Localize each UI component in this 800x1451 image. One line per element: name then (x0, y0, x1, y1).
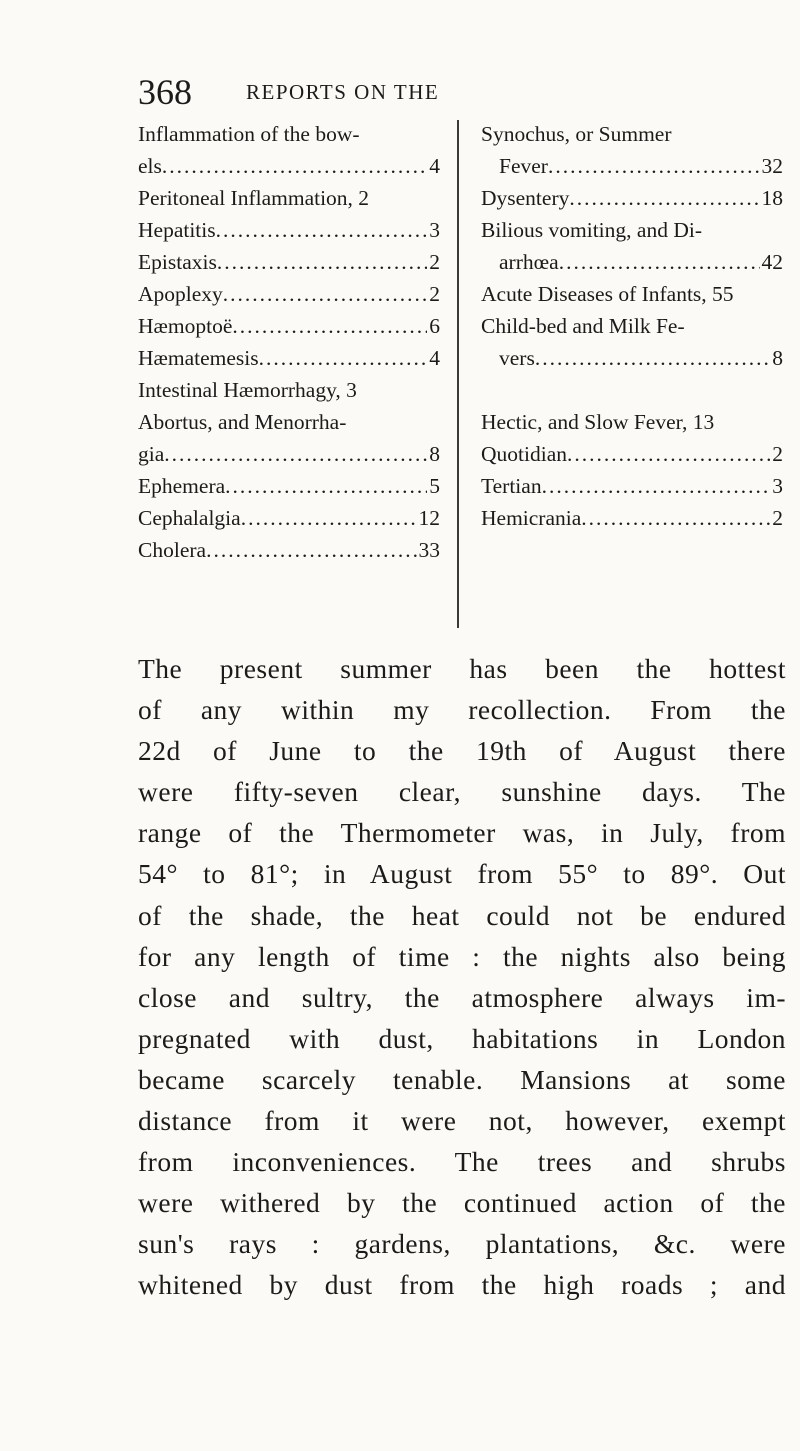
entry-name: Quotidian (481, 442, 567, 466)
leader-dots (206, 534, 416, 566)
entry-count: 3 (772, 474, 783, 498)
list-entry (138, 310, 440, 342)
entry-count: 4 (429, 346, 440, 370)
list-entry (138, 534, 440, 566)
entry-name: Hemicrania (481, 506, 582, 530)
list-entry (481, 182, 783, 214)
entry-name: Hæmoptoë (138, 314, 233, 338)
leader-dots (164, 438, 427, 470)
text-line: became scarcely tenable. Mansions at some (138, 1063, 786, 1095)
entry-count: 5 (429, 474, 440, 498)
leader-dots (259, 342, 428, 374)
leader-dots (223, 278, 427, 310)
list-line: Hectic, and Slow Fever, 13 (481, 410, 715, 434)
list-line: Synochus, or Summer (481, 122, 672, 146)
text-line: pregnated with dust, habitations in London (138, 1022, 786, 1054)
leader-dots (581, 502, 770, 534)
page-header (138, 72, 658, 112)
entry-count: 33 (418, 538, 440, 562)
column-divider (457, 120, 459, 628)
text-line: range of the Thermometer was, in July, from (138, 817, 786, 849)
list-entry (138, 246, 440, 278)
text-line: whitened by dust from the high roads ; and (138, 1269, 786, 1301)
text-line: sun's rays : gardens, plantations, &c. were (138, 1228, 786, 1260)
list-entry (138, 150, 440, 182)
entry-count: 8 (772, 346, 783, 370)
entry-count: 8 (429, 442, 440, 466)
list-entry (138, 470, 440, 502)
entry-count: 2 (429, 250, 440, 274)
leader-dots (542, 470, 771, 502)
running-title: REPORTS ON THE (246, 80, 440, 104)
leader-dots (232, 310, 427, 342)
text-line: for any length of time : the nights also being (138, 940, 786, 972)
text-line: of any within my recollection. From the (138, 694, 786, 726)
entry-count: 32 (761, 154, 783, 178)
text-line: from inconveniences. The trees and shrubs (138, 1146, 786, 1178)
list-entry (481, 150, 783, 182)
list-entry (481, 342, 783, 374)
entry-count: 2 (429, 282, 440, 306)
page-number: 368 (138, 72, 192, 112)
leader-dots (559, 246, 760, 278)
list-entry (138, 438, 440, 470)
list-entry (138, 502, 440, 534)
entry-count: 2 (772, 506, 783, 530)
text-line: were withered by the continued action of the (138, 1187, 786, 1219)
leader-dots (217, 246, 427, 278)
entry-count: 12 (418, 506, 440, 530)
entry-name: Hepatitis (138, 218, 216, 242)
list-line: Intestinal Hæmorrhagy, 3 (138, 378, 357, 402)
text-line: close and sultry, the atmosphere always im- (138, 981, 786, 1013)
entry-count: 6 (429, 314, 440, 338)
entry-count: 42 (761, 250, 783, 274)
list-line: Bilious vomiting, and Di- (481, 218, 702, 242)
body-paragraph (138, 648, 786, 1306)
disease-list-left (138, 118, 440, 566)
entry-name: Tertian (481, 474, 542, 498)
text-line: distance from it were not, however, exempt (138, 1105, 786, 1137)
entry-count: 4 (429, 154, 440, 178)
entry-count: 2 (772, 442, 783, 466)
list-entry (138, 342, 440, 374)
entry-name: gia (138, 442, 165, 466)
leader-dots (162, 150, 427, 182)
entry-count: 3 (429, 218, 440, 242)
entry-name: els (138, 154, 162, 178)
leader-dots (216, 214, 428, 246)
text-line: 22d of June to the 19th of August there (138, 735, 786, 767)
leader-dots (569, 182, 759, 214)
list-entry (481, 438, 783, 470)
list-entry (481, 246, 783, 278)
text-line: of the shade, the heat could not be endured (138, 899, 786, 931)
disease-list-right (481, 118, 783, 534)
list-line: Inflammation of the bow- (138, 122, 360, 146)
entry-name: vers (499, 346, 535, 370)
leader-dots (548, 150, 760, 182)
entry-name: Epistaxis (138, 250, 217, 274)
list-line: Acute Diseases of Infants, 55 (481, 282, 734, 306)
entry-name: Cephalalgia (138, 506, 241, 530)
entry-name: Ephemera (138, 474, 226, 498)
entry-name: Cholera (138, 538, 207, 562)
text-line: were fifty-seven clear, sunshine days. The (138, 776, 786, 808)
entry-count: 18 (761, 186, 783, 210)
entry-name: arrhœa (499, 250, 559, 274)
leader-dots (241, 502, 417, 534)
list-entry (481, 502, 783, 534)
entry-name: Dysentery (481, 186, 570, 210)
entry-name: Apoplexy (138, 282, 223, 306)
list-entry (138, 214, 440, 246)
entry-name: Hæmatemesis (138, 346, 259, 370)
text-line: 54° to 81°; in August from 55° to 89°. Out (138, 858, 786, 890)
list-line: Child-bed and Milk Fe- (481, 314, 685, 338)
list-entry (138, 278, 440, 310)
leader-dots (535, 342, 770, 374)
list-entry (481, 470, 783, 502)
list-line: Peritoneal Inflammation, 2 (138, 186, 370, 210)
leader-dots (225, 470, 427, 502)
leader-dots (567, 438, 770, 470)
text-line: The present summer has been the hottest (138, 653, 786, 684)
entry-name: Fever (499, 154, 548, 178)
list-spacer (481, 374, 783, 406)
list-line: Abortus, and Menorrha- (138, 410, 347, 434)
